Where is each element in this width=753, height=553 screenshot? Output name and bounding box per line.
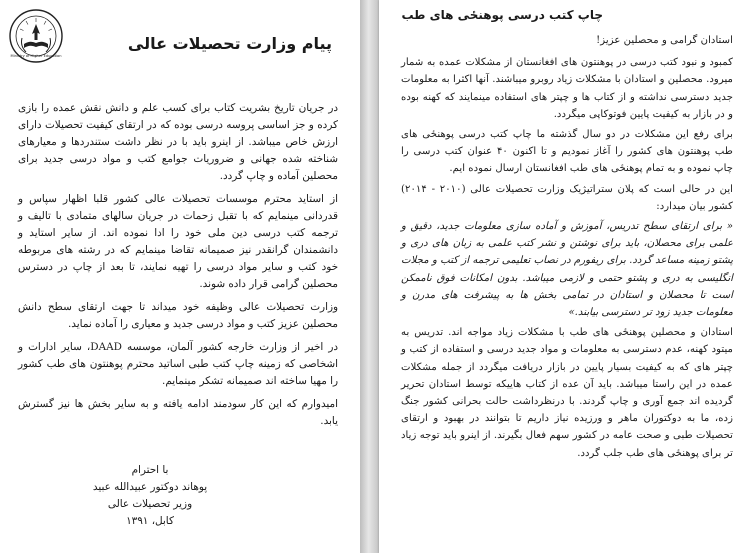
signature-place-date: کابل، ۱۳۹۱ [126, 515, 174, 527]
paragraph: از استاید محترم موسسات تحصیلات عالی کشور قلبا اظهار سپاس و قدردانی مینمایم که با تقبل زحمات در جریان سالهای متمادی با تالیف و ترجمه کتب درسی دین ملی خود را ادا نموده اند. از سایر استاید و دانشمندان گرانقدر نیز صمیمانه تقاضا مینمایم که در رشته های مربوطه خود کتب و سایر مواد درسی را تهیه نمایند، تا بعد از چاپ در دسترس محصلین گرامی قرار داده شوند. [18, 193, 338, 290]
paragraph: برای رفع این مشکلات در دو سال گذشته ما چاپ کتب درسی پوهنځی های طب پوهنتون های کشور را آغاز نمودیم و تا اکنون ۴۰ عنوان کتب درسی را چاپ نموده و به تمام پوهنځی های طب افغانستان ارسال نموده ایم. [401, 129, 734, 175]
strategic-plan-quote: « برای ارتقای سطح تدریس، آموزش و آماده سازی معلومات جدید، دقیق و علمی برای محصلان، باید برای نوشتن و نشر کتب علمی به زبان های دری و پشتو زمینه مساعد گردد. برای ریفورم در نصاب تعلیمی ترجمه از کتب و مجلات انگلیسی به دری و پشتو حتمی و لازمی میباشد. بدون امکانات فوق ناممکن است تا محصلان و استادان در تمامی بخش ها به پیشرفت های مدرن و معلومات جدید زود تر دسترسی بیابند.» [401, 221, 733, 319]
signature-closing: با احترام [131, 464, 169, 476]
paragraph: در اخیر از وزارت خارجه کشور آلمان، موسسه DAAD، سایر ادارات و اشخاصی که زمینه چاپ کتب طبی اساتید محترم پوهنتون های طب کشور را مهیا ساخته اند صمیمانه تشکر مینمایم. [18, 341, 338, 387]
message-body [18, 100, 338, 436]
page-title: چاپ کتب درسی پوهنځی های طب [401, 8, 603, 22]
greeting: استادان گرامی و محصلین عزیز! [596, 35, 733, 46]
paragraph: وزارت تحصیلات عالی وظیفه خود میداند تا جهت ارتقای سطح دانش محصلین عزیز کتب و مواد درسی جدید و معیاری را آماده نماید. [18, 301, 338, 330]
right-page [379, 0, 753, 553]
paragraph: امیدوارم که این کار سودمند ادامه یافته و به سایر بخش ها نیز گسترش یابد. [18, 398, 338, 427]
paragraph: در جریان تاریخ بشریت کتاب برای کسب علم و دانش نقش عمده را بازی کرده و جز اساسی پروسه درسی بوده که در ارتقای کیفیت تحصیلات دارای ارزش خاص میباشد. از اینرو باید با در نظر داشت ستندردها و معیارهای شناخته شده جهانی و ضروریات جوامع کتب و مواد درسی جدید برای محصلین آماده و چاپ گردد. [18, 102, 338, 182]
ministry-seal-icon [8, 8, 64, 64]
article-body [401, 32, 733, 465]
signature-block [40, 462, 260, 530]
page-title: پیام وزارت تحصیلات عالی [127, 34, 332, 53]
signature-role: وزیر تحصیلات عالی [107, 498, 193, 510]
seal-caption: Ministry of Higher Education [10, 54, 62, 58]
paragraph: این در حالی است که پلان ستراتیژیک وزارت تحصیلات عالی (۲۰۱۰ - ۲۰۱۴) کشور بیان میدارد: [401, 183, 733, 212]
signature-name: پوهاند دوکتور عبیدالله عبید [92, 481, 208, 493]
book-gutter [360, 0, 379, 553]
paragraph: کمبود و نبود کتب درسی در پوهنتون های افغانستان از مشکلات عمده به شمار میرود. محصلین و استادان با مشکلات زیاد روبرو میباشند. آنها اکثرا به معلومات جدید دسترسی نداشته و از کتاب ها و چپتر های استفاده مینمایند که کهنه بوده و در بازار به کیفیت پایین فوتوکاپی میگردد. [401, 57, 733, 120]
left-page [0, 0, 360, 553]
paragraph: استادان و محصلین پوهنځی های طب با مشکلات زیاد مواجه اند. تدریس به میتود کهنه، عدم دسترسی به معلومات و مواد جدید درسی و استفاده از کتب و چپتر های که به کیفیت بسیار پایین در بازار دریافت میگردد از جمله مشکلات عمده در این راستا میباشد. باید آن عده از کتاب هاییکه توسط استادان تحریر گردیده اند جمع آوری و چاپ گردند. با درنظرداشت حالت بحرانی کشور جنگ زده، ما به دوکتوران ماهر و ورزیده نیاز داریم تا بتوانند در بهبود و ارتقای تحصیلات طبی و صحت عامه در کشور سهم فعال بگیرند. از اینرو باید توجه زیاد تر برای پوهنځی های طب جلب گردد. [401, 327, 733, 459]
